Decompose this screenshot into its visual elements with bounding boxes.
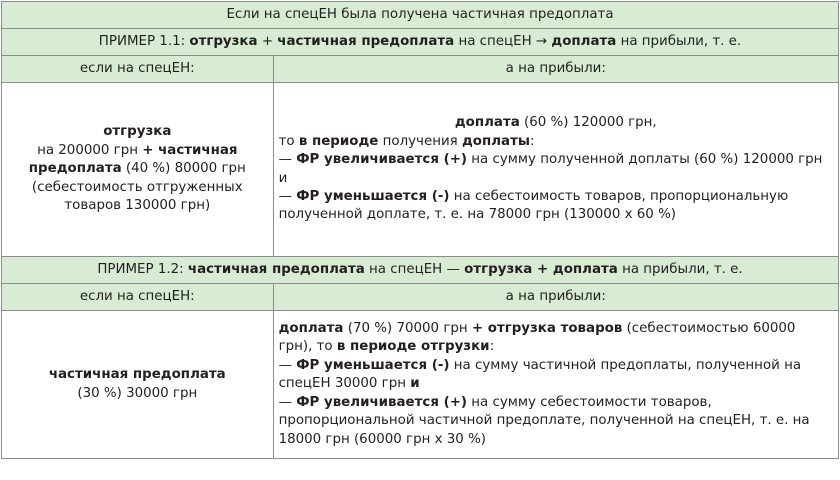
- prepayment-table: [1, 1, 839, 459]
- example-2-right-bold-2: + отгрузка товаров: [471, 321, 623, 337]
- example-1-text-2: на спецЕН →: [454, 33, 552, 49]
- example-1-left-text-2: (40 %) 80000 грн (себестоимость отгруженных товаров 130000 грн): [31, 161, 246, 214]
- example-2-right-text-3: :: [489, 339, 495, 355]
- example-1-right-line-1: [279, 114, 833, 132]
- example-1-bold-3: доплата: [551, 33, 617, 49]
- example-2-header: [2, 257, 839, 284]
- example-1-col-left: если на спецЕН:: [2, 56, 274, 83]
- example-2-col-left: если на спецЕН:: [2, 284, 274, 311]
- example-2-right-bold-3: в периоде отгрузки: [336, 339, 490, 355]
- dash-1: —: [278, 152, 297, 168]
- example-2-col-right: а на прибыли:: [273, 284, 838, 311]
- example-1-right-text-5: на сумму полученной доплаты (60 %) 120000 грн и: [278, 152, 823, 186]
- example-2-left-cell: [2, 311, 274, 459]
- example-1-right-bold-5: ФР уменьшается (-): [296, 188, 450, 204]
- example-2-bold-2: отгрузка + доплата: [464, 261, 618, 277]
- example-1-right-text-1: (60 %) 120000 грн,: [519, 115, 657, 131]
- example-1-right-cell: [273, 83, 838, 257]
- example-2-right-bold-1: доплата: [278, 321, 344, 337]
- example-2-right-cell: [273, 311, 838, 459]
- example-1-prefix: ПРИМЕР 1.1:: [98, 33, 190, 49]
- example-1-left-cell: [2, 83, 274, 257]
- example-1-left-bold-2: + частичная предоплата: [28, 142, 238, 177]
- example-2-right-bold-4: ФР уменьшается (-): [296, 357, 450, 373]
- example-2-left-text-1: (30 %) 30000 грн: [77, 385, 198, 401]
- example-2-prefix: ПРИМЕР 1.2:: [97, 261, 188, 277]
- example-2-text-2: на прибыли, т. е.: [617, 261, 743, 277]
- example-1-right-point-2: [279, 188, 833, 225]
- example-1-header-row: [2, 29, 839, 56]
- example-2-right-bold-6: ФР увеличивается (+): [296, 394, 468, 410]
- dash-4: —: [278, 394, 297, 410]
- example-2-right-text-1: (70 %) 70000 грн: [343, 321, 472, 337]
- example-2-right-bold-5: и: [410, 376, 420, 392]
- example-1-right-bold-2: в периоде: [298, 133, 379, 149]
- example-2-right-point-1: [279, 357, 833, 394]
- example-2-right-text-4: на сумму частичной предоплаты, полученной на спецЕН 30000 грн: [278, 357, 802, 392]
- example-1-text-1: +: [257, 33, 278, 49]
- dash-2: —: [278, 188, 297, 204]
- example-2-header-row: [2, 257, 839, 284]
- example-1-right-point-1: [279, 151, 833, 188]
- example-2-column-headers: [2, 284, 839, 311]
- table-title: Если на спецЕН была получена частичная предоплата: [2, 2, 839, 29]
- example-2-right-line-1: [279, 320, 833, 357]
- example-1-column-headers: [2, 56, 839, 83]
- example-2-right-text-5: на сумму себестоимости товаров, пропорциональной частичной предоплате, полученной на спецЕН, т. е. на 18000 грн (60000 грн х 30 %): [278, 394, 810, 447]
- example-1-left-bold-1: отгрузка: [103, 124, 172, 140]
- example-1-right-text-4: :: [529, 133, 535, 149]
- example-1-bold-2: частичная предоплата: [277, 33, 455, 49]
- example-2-left-bold-1: частичная предоплата: [48, 367, 226, 383]
- example-1-right-bold-1: доплата: [454, 115, 520, 131]
- example-1-header: [2, 29, 839, 56]
- example-2-right-point-2: [279, 394, 833, 449]
- example-1-right-line-2: [279, 133, 833, 151]
- example-1-right-bold-4: ФР увеличивается (+): [296, 152, 468, 168]
- example-1-right-text-6: на себестоимость товаров, пропорциональную полученной доплате, т. е. на 78000 грн (130000 х 60 %): [278, 188, 789, 223]
- example-1-left-text-1: на 200000 грн: [37, 142, 143, 158]
- example-1-right-bold-3: доплаты: [461, 133, 530, 149]
- example-1-right-text-3: получения: [378, 133, 462, 149]
- example-1-body-row: [2, 83, 839, 257]
- example-2-body-row: [2, 311, 839, 459]
- example-1-right-text-2: то: [278, 133, 299, 149]
- example-2-right-text-2: (себестоимостью 60000 грн), то: [278, 321, 796, 355]
- example-2-text-1: на спецЕН —: [364, 261, 465, 277]
- dash-3: —: [278, 357, 297, 373]
- example-1-bold-1: отгрузка: [189, 33, 258, 49]
- example-1-text-3: на прибыли, т. е.: [616, 33, 742, 49]
- example-1-col-right: а на прибыли:: [273, 56, 838, 83]
- example-2-bold-1: частичная предоплата: [187, 261, 365, 277]
- title-row: [2, 2, 839, 29]
